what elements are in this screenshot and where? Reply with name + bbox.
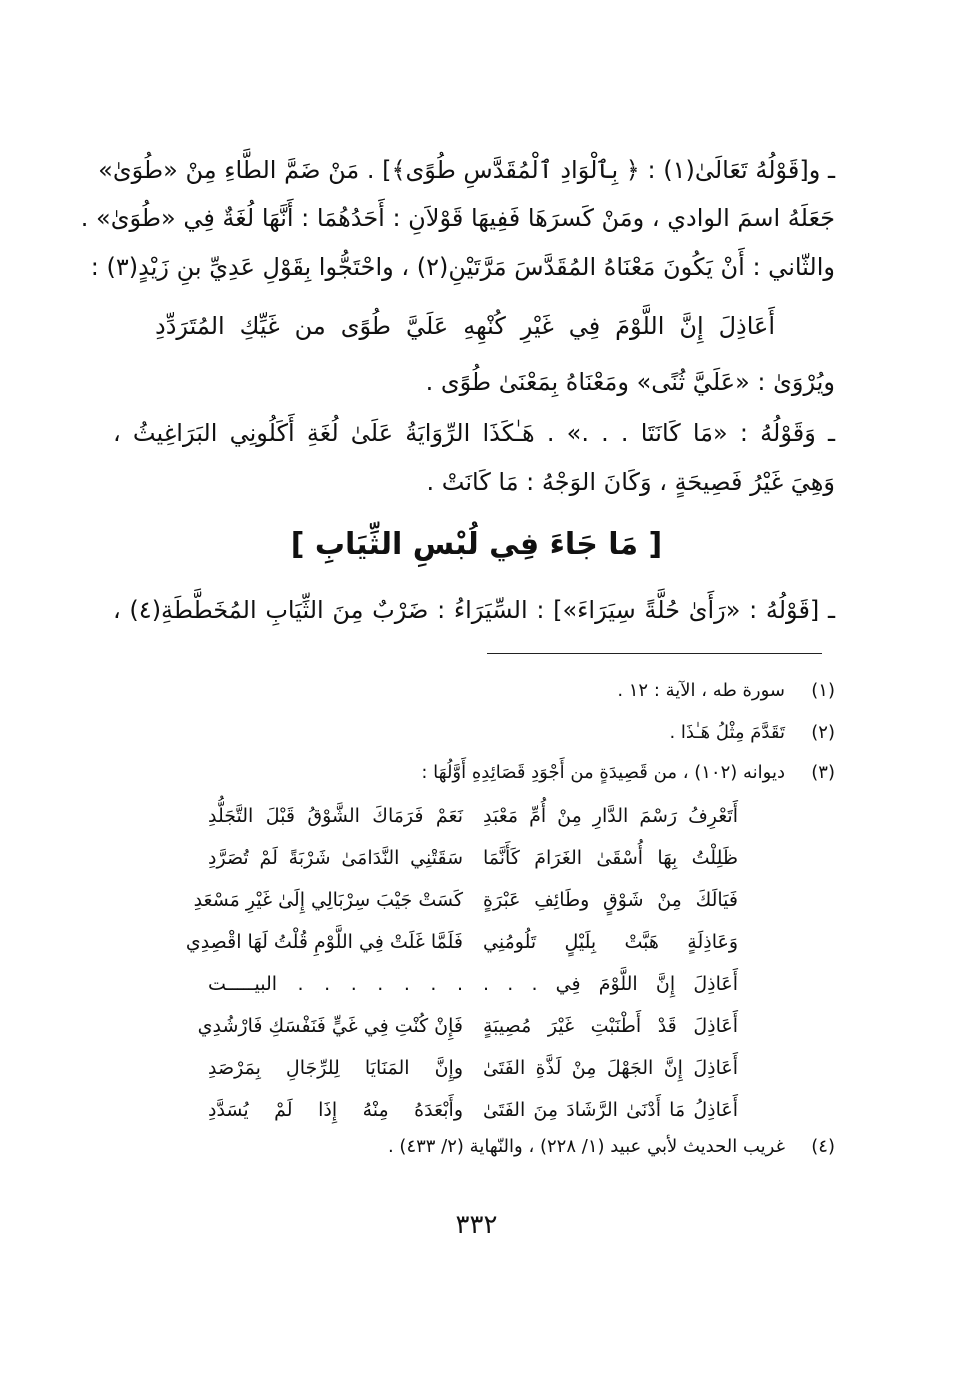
footnote-divider (487, 653, 822, 654)
verse-row (185, 924, 738, 960)
verse-second-hemistich: . . . . . . . البيـــــت (208, 973, 463, 995)
footnote-1 (113, 676, 835, 706)
footnote-text: سورة طه ، الآية : ١٢ . (617, 680, 785, 701)
verse-second-hemistich: وأَبْعَدَهُ مِنْهُ إِذَا لَمْ يُسَدَّدِ (208, 1099, 463, 1121)
footnote-text: غريب الحديث لأبي عبيد (١/ ٢٢٨) ، والنّهاية (٢/ ٤٣٣) . (387, 1136, 785, 1157)
verse-second-hemistich: كَسَتْ جَيْبَ سِرْبَالِي إِلَىٰ غَيْرِ مَسْعَدِ (193, 889, 463, 911)
verse-first-hemistich: وَعَاذِلَةٍ هَبَّتْ بِلَيْلٍ تَلُومُنِي (483, 931, 738, 953)
verse-row (193, 882, 738, 918)
footnote-text: ديوانه (١٠٢) ، من قَصِيدَةٍ من أَجْوَدِ قَصَائِدِهِ أَوَّلُهَا : (421, 762, 785, 783)
verse-first-hemistich: أَعَاذِلَ إِنَّ الجَهْلَ مِنْ لَذَّةِ الفَتَىٰ (483, 1057, 738, 1079)
footnote-text: تَقَدَّمَ مِثْلُ هَـٰذَا . (669, 722, 785, 743)
footnote-number: (٣) (811, 762, 835, 783)
footnote-number: (٢) (811, 722, 835, 743)
verse-second-hemistich: فَإِنْ كُنْتِ فِي غَيٍّ فَنَفْسَكِ فَارْشُدِي (197, 1015, 463, 1037)
verse-row (208, 798, 738, 834)
body-line-3: والثّاني : أَنْ يَكُونَ مَعْنَاهُ المُقَدَّسَ مَرَّتَيْنِ(٢) ، واحْتَجُّوا بِقَوْلِ عَدِيِّ بنِ زَيْدٍ(٣) : (90, 253, 835, 281)
footnote-4 (113, 1132, 835, 1162)
verse-row (197, 1008, 738, 1044)
footnote-2 (113, 718, 835, 748)
footnote-3 (113, 758, 835, 788)
body-line-2: جَعَلَهُ اسمَ الوادي ، ومَنْ كَسرَهَا فَفِيهَا قَوْلاَنِ : أَحَدُهُمَا : أَنَّهَا لُغَةٌ فِي «طُوَىٰ» . (80, 204, 835, 232)
verse-first-hemistich: أَعَاذِلُ مَا أَدْنَىٰ الرَّشَادَ مِنَ الفَتَىٰ (483, 1099, 738, 1121)
body-line-6: ـ وَقَوْلُهُ : «مَا كَانَتَا . . .» . هَـٰكَذَا الرِّوَايَةُ عَلَىٰ لُغَةِ أَكَلُونِي البَرَاغِيثُ ، (113, 419, 835, 447)
verse-second-hemistich: نَعَمْ فَرَمَاكَ الشَّوْقُ قَبْلَ التَّجَلُّدِ (208, 805, 463, 827)
poem-verse-line: أَعَاذِلَ إِنَّ اللَّوْمَ فِي غَيْرِ كُنْهِهِ عَلَيَّ طُوًى من غَيِّكِ المُتَرَدِّدِ (155, 312, 775, 340)
verse-first-hemistich: أَتَعْرِفُ رَسْمَ الدَّارِ مِنْ أُمِّ مَعْبَدِ (483, 805, 738, 827)
verse-first-hemistich: أَعَاذِلَ قَدْ أَطْنَبْتِ غَيْرَ مُصِيبَةٍ (483, 1015, 738, 1037)
section-heading: [ مَا جَاءَ فِي لُبْسِ الثِّيَابِ ] (290, 527, 663, 562)
verse-first-hemistich: أَعَاذِلَ إِنَّ اللَّوْمَ فِي . . . (483, 973, 738, 995)
verse-first-hemistich: ظَلِلْتُ بِهَا أُسْقَىٰ الغَرَامَ كَأَنَّمَا (483, 847, 738, 869)
verse-second-hemistich: فَلَمَّا غَلَتْ فِي اللَّوْمِ قُلْتُ لَهَا اقْصِدِي (185, 931, 463, 953)
body-line-1: ـ و[قَوْلُهُ تَعَالَىٰ(١) : ﴿ بِٱلْوَادِ ٱلْمُقَدَّسِ طُوًى﴾] . مَنْ ضَمَّ الطَّاءِ مِنْ «طُوَىٰ» (98, 156, 835, 184)
verse-row (208, 840, 738, 876)
verse-second-hemistich: وإِنَّ المَنَايَا لِلرِّجَالِ بِمَرْصَدِ (208, 1057, 463, 1079)
body-line-7: وَهِيَ غَيْرُ فَصِيحَةٍ ، وَكَانَ الوَجْهُ : مَا كَانَتْ . (426, 468, 835, 496)
body-line-after-heading: ـ [قَوْلُهُ : «رَأَىٰ حُلَّةً سِيَرَاءَ»] : السِّيَرَاءُ : ضَرْبٌ مِنَ الثِّيَابِ المُخَطَّطَةِ(٤) ، (113, 596, 835, 624)
footnote-number: (١) (811, 680, 835, 701)
body-line-5: ويُرْوَىٰ : «عَلَيَّ ثُنًى» ومَعْنَاهُ بِمَعْنَىٰ طُوًى . (425, 368, 835, 396)
verse-row (208, 1092, 738, 1128)
verse-row (208, 1050, 738, 1086)
verse-first-hemistich: فَيَالَكَ مِنْ شَوْقٍ وطَائِفِ عَبْرَةٍ (483, 889, 738, 911)
verse-second-hemistich: سَقَتْنِي النَّدَامَىٰ شَرْبَةً لَمْ تُصَرَّدِ (208, 847, 463, 869)
verse-row (208, 966, 738, 1002)
footnote-number: (٤) (811, 1136, 835, 1157)
page-number: ٣٣٢ (455, 1210, 498, 1240)
